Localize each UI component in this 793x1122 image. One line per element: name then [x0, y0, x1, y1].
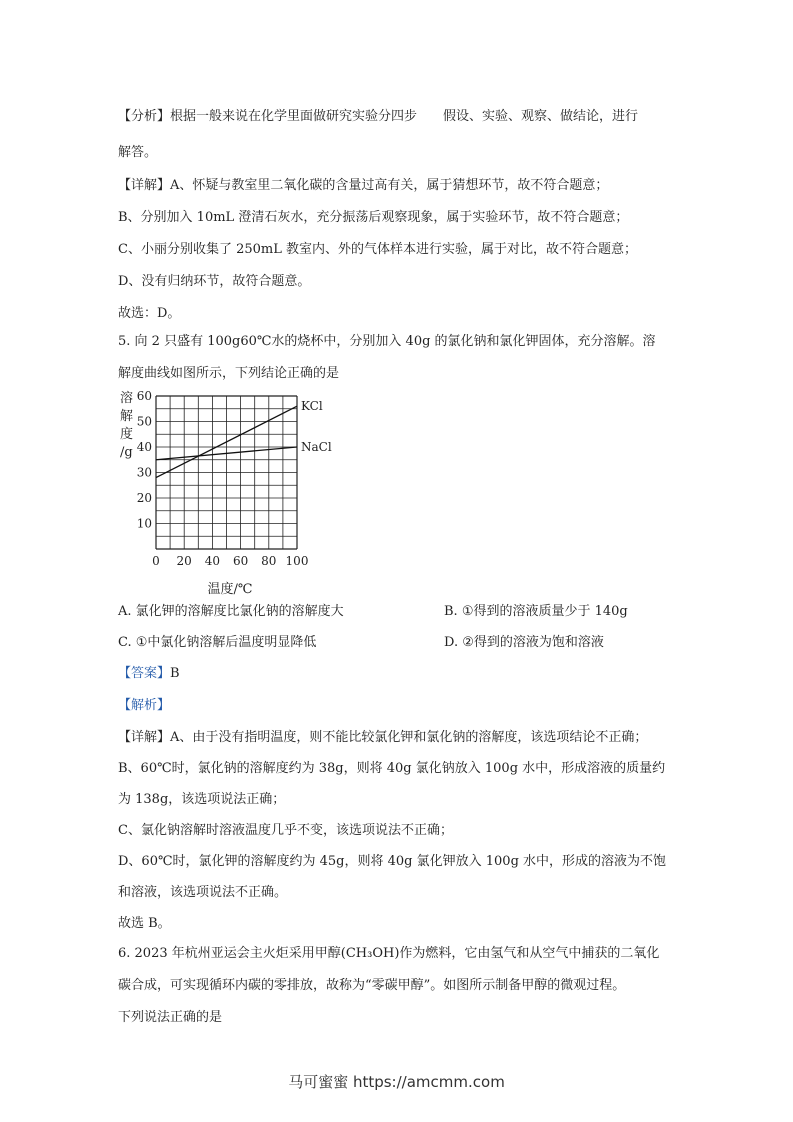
text-line: 故选：D。 [118, 306, 181, 321]
y-tick-label: 60 [136, 389, 152, 403]
x-tick-label: 100 [285, 554, 309, 568]
text-line: 【详解】A、怀疑与教室里二氧化碳的含量过高有关，属于猜想环节，故不符合题意； [118, 178, 609, 193]
footer-watermark: 马可蜜蜜 https://amcmm.com [288, 1073, 505, 1091]
text-line: B、60℃时，氯化钠的溶解度约为 38g，则将 40g 氯化钠放入 100g 水中，形成溶液的质量约 [118, 761, 666, 776]
option-a: A. 氯化钾的溶解度比氯化钠的溶解度大 [118, 604, 344, 619]
option-d: D. ②得到的溶液为饱和溶液 [444, 635, 604, 650]
text-line: D、60℃时，氯化钾的溶解度约为 45g，则将 40g 氯化钾放入 100g 水中，形成的溶液为不饱 [118, 854, 667, 869]
series-label-kcl: KCl [301, 399, 323, 414]
analysis-label: 【解析】 [118, 698, 171, 713]
question-6-stem: 6. 2023 年杭州亚运会主火炬采用甲醇(CH₃OH)作为燃料，它由氢气和从空气中捕获的二氧化 [118, 946, 660, 961]
y-axis-label: 溶解度/g [120, 391, 134, 460]
y-tick-label: 40 [136, 440, 152, 454]
x-tick-label: 60 [232, 554, 249, 568]
chart-grid [156, 396, 297, 549]
y-tick-label: 10 [136, 516, 152, 531]
solubility-chart [112, 386, 352, 596]
x-tick-label: 20 [176, 554, 192, 568]
x-axis-label: 温度/℃ [207, 582, 253, 596]
question-6-stem: 下列说法正确的是 [118, 1010, 223, 1025]
text-line: 为 138g，该选项说法正确； [118, 792, 286, 807]
text-line: 故选 B。 [118, 916, 171, 931]
question-5-stem: 5. 向 2 只盛有 100g60℃水的烧杯中，分别加入 40g 的氯化钠和氯化钾固体，充分溶解。溶 [118, 334, 656, 349]
text-line: 解答。 [118, 145, 158, 160]
text-line: D、没有归纳环节，故符合题意。 [118, 274, 311, 289]
answer-line [118, 666, 180, 682]
answer-label: 【答案】 [118, 666, 171, 681]
text-line: 和溶液，该选项说法不正确。 [118, 885, 288, 900]
text-line: B、分别加入 10mL 澄清石灰水，充分振荡后观察现象，属于实验环节，故不符合题意； [118, 210, 629, 225]
series-label-nacl: NaCl [301, 440, 332, 454]
option-c: C. ①中氯化钠溶解后温度明显降低 [118, 635, 317, 650]
x-tick-label: 80 [261, 554, 277, 568]
question-5-stem: 解度曲线如图所示，下列结论正确的是 [118, 366, 340, 381]
chart-series [156, 399, 332, 477]
x-tick-label: 0 [152, 554, 160, 568]
x-tick-label: 40 [204, 554, 221, 568]
text-line: C、氯化钠溶解时溶液温度几乎不变，该选项说法不正确； [118, 823, 453, 838]
question-6-stem: 碳合成，可实现循环内碳的零排放，故称为“零碳甲醇”。如图所示制备甲醇的微观过程。 [118, 978, 626, 993]
text-line: 【详解】A、由于没有指明温度，则不能比较氯化钾和氯化钠的溶解度，该选项结论不正确； [118, 730, 648, 745]
text-line: 【分析】根据一般来说在化学里面做研究实验分四步 假设、实验、观察、做结论，进行 [118, 109, 639, 124]
y-tick-label: 50 [136, 414, 152, 429]
y-tick-label: 20 [136, 491, 152, 505]
option-b: B. ①得到的溶液质量少于 140g [444, 604, 628, 619]
y-tick-label: 30 [136, 465, 152, 480]
text-line: C、小丽分别收集了 250mL 教室内、外的气体样本进行实验，属于对比，故不符合题意； [118, 242, 637, 257]
answer-value: B [170, 666, 180, 681]
